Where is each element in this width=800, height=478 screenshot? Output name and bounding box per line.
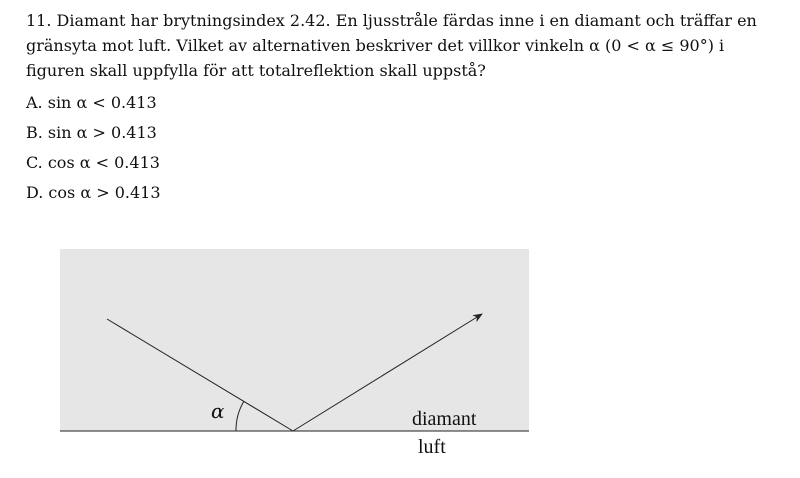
option-a: A. sin α < 0.413: [26, 93, 157, 112]
angle-label: α: [211, 399, 225, 423]
option-d: D. cos α > 0.413: [26, 183, 161, 202]
option-c: C. cos α < 0.413: [26, 153, 160, 172]
diamond-region: [60, 249, 529, 431]
medium-label-luft: luft: [418, 436, 446, 458]
medium-label-diamant: diamant: [412, 408, 477, 430]
question-text: 11. Diamant har brytningsindex 2.42. En ljusstråle färdas inne i en diamant och träffar en gränsyta mot luft. Vilket av alternativen beskriver det villkor vinkeln α (0 < α ≤ 90°) i figuren skall uppfylla för att totalreflektion skall uppstå?: [26, 11, 757, 80]
option-b: B. sin α > 0.413: [26, 123, 157, 142]
